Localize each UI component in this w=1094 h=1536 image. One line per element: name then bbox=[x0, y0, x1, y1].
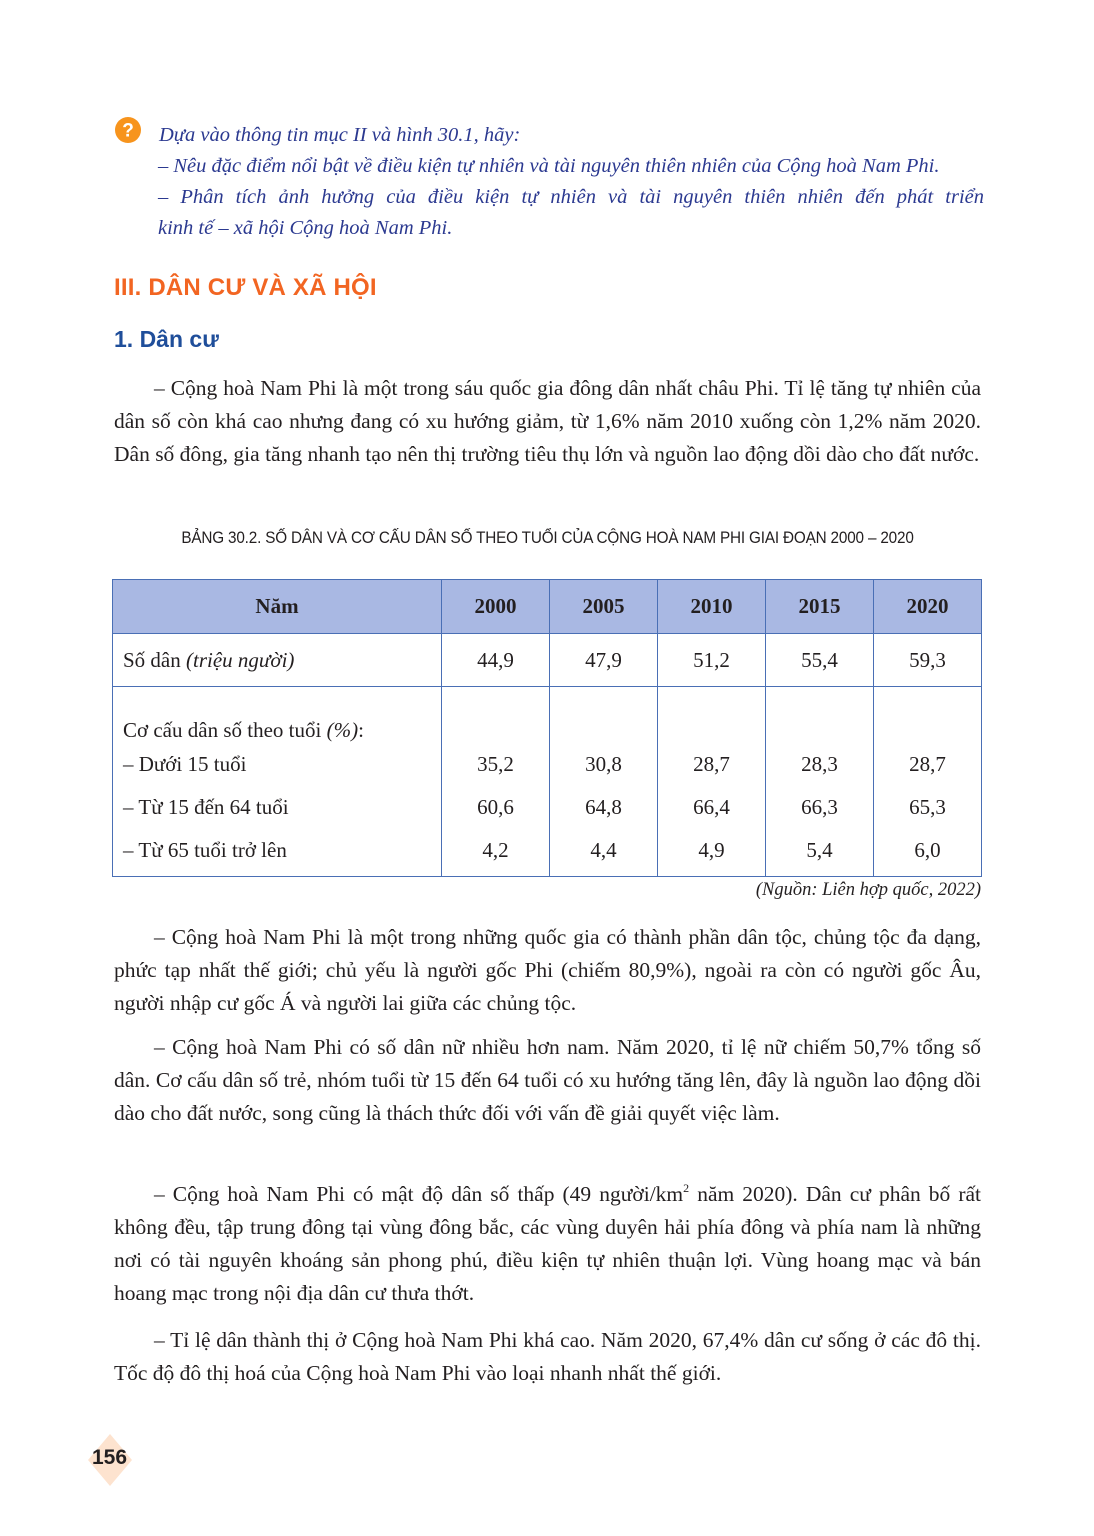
sub-heading: 1. Dân cư bbox=[114, 326, 219, 352]
paragraph-gender-age: – Cộng hoà Nam Phi có số dân nữ nhiều hơn nam. Năm 2020, tỉ lệ nữ chiếm 50,7% tổng số dân. Cơ cấu dân số trẻ, nhóm tuổi từ 15 đến 64 tuổi có xu hướng tăng lên, đây là nguồn lao động dồi dào cho đất nước, song cũng là thách thức đối với vấn đề giải quyết việc làm. bbox=[114, 1035, 981, 1125]
table-cell: 64,8 bbox=[550, 786, 658, 829]
table-header-row bbox=[113, 580, 982, 634]
table-row bbox=[113, 829, 982, 877]
question-item: kinh tế – xã hội Cộng hoà Nam Phi. bbox=[158, 217, 453, 239]
table-cell: 60,6 bbox=[442, 786, 550, 829]
table-cell: 28,3 bbox=[766, 743, 874, 786]
row-label: Số dân (triệu người) bbox=[113, 634, 442, 687]
table-header-year: 2015 bbox=[766, 580, 874, 634]
table-cell: 4,9 bbox=[658, 829, 766, 877]
paragraph-population-growth: – Cộng hoà Nam Phi là một trong sáu quốc gia đông dân nhất châu Phi. Tỉ lệ tăng tự nhiên của dân số còn khá cao nhưng đang có xu hướng giảm, từ 1,6% năm 2010 xuống còn 1,2% năm 2020. Dân số đông, gia tăng nhanh tạo nên thị trường tiêu thụ lớn và nguồn lao động dồi dào cho đất nước. bbox=[114, 376, 981, 466]
table-cell: 30,8 bbox=[550, 743, 658, 786]
table-header-year: 2010 bbox=[658, 580, 766, 634]
question-item: – Nêu đặc điểm nổi bật về điều kiện tự nhiên và tài nguyên thiên nhiên của Cộng hoà Nam Phi. bbox=[158, 155, 940, 177]
paragraph-ethnicity: – Cộng hoà Nam Phi là một trong những quốc gia có thành phần dân tộc, chủng tộc đa dạng, phức tạp nhất thế giới; chủ yếu là người gốc Phi (chiếm 80,9%), ngoài ra còn có người gốc Âu, người nhập cư gốc Á và người lai giữa các chủng tộc. bbox=[114, 925, 981, 1015]
population-table bbox=[112, 579, 982, 877]
table-cell: 28,7 bbox=[658, 743, 766, 786]
row-label: – Từ 65 tuổi trở lên bbox=[113, 829, 442, 877]
page-number-badge bbox=[88, 1432, 136, 1488]
table-cell: 44,9 bbox=[442, 634, 550, 687]
table-cell: 66,3 bbox=[766, 786, 874, 829]
section-heading: III. DÂN CƯ VÀ XÃ HỘI bbox=[114, 274, 377, 301]
row-label: – Từ 15 đến 64 tuổi bbox=[113, 786, 442, 829]
question-intro: Dựa vào thông tin mục II và hình 30.1, hãy: bbox=[159, 124, 521, 146]
paragraph-urbanization: – Tỉ lệ dân thành thị ở Cộng hoà Nam Phi khá cao. Năm 2020, 67,4% dân cư sống ở các đô thị. Tốc độ đô thị hoá của Cộng hoà Nam Phi vào loại nhanh nhất thế giới. bbox=[114, 1328, 981, 1385]
table-header-year: 2000 bbox=[442, 580, 550, 634]
table-cell: 4,4 bbox=[550, 829, 658, 877]
paragraph-density: – Cộng hoà Nam Phi có mật độ dân số thấp (49 người/$km^2$ năm 2020). Dân cư phân bố rất không đều, tập trung đông tại vùng đông bắc, các vùng duyên hải phía đông và phía nam là những nơi có tài nguyên khoáng sản phong phú, điều kiện tự nhiên thuận lợi. Vùng hoang mạc và bán hoang mạc trong nội địa dân cư thưa thớt. bbox=[114, 1180, 981, 1305]
page-number: 156 bbox=[92, 1446, 128, 1469]
table-cell: 4,2 bbox=[442, 829, 550, 877]
table-row bbox=[113, 687, 982, 744]
table-cell: 66,4 bbox=[658, 786, 766, 829]
table-cell: 59,3 bbox=[874, 634, 982, 687]
question-circle-icon bbox=[114, 116, 142, 144]
table-caption: BẢNG 30.2. SỐ DÂN VÀ CƠ CẤU DÂN SỐ THEO TUỔI CỦA CỘNG HOÀ NAM PHI GIAI ĐOẠN 2000 – 2020 bbox=[181, 528, 914, 547]
table-row bbox=[113, 634, 982, 687]
table-source: (Nguồn: Liên hợp quốc, 2022) bbox=[755, 880, 981, 900]
question-item: – Phân tích ảnh hưởng của điều kiện tự nhiên và tài nguyên thiên nhiên đến phát triển bbox=[158, 186, 984, 208]
table-cell: 51,2 bbox=[658, 634, 766, 687]
table-row bbox=[113, 743, 982, 786]
row-label: – Dưới 15 tuổi bbox=[113, 743, 442, 786]
table-header-year-label: Năm bbox=[113, 580, 442, 634]
table-row bbox=[113, 786, 982, 829]
table-cell: 5,4 bbox=[766, 829, 874, 877]
question-block bbox=[114, 116, 984, 244]
row-label: Cơ cấu dân số theo tuổi (%): bbox=[113, 687, 442, 744]
table-cell: 65,3 bbox=[874, 786, 982, 829]
svg-text:?: ? bbox=[122, 120, 134, 142]
table-cell: 35,2 bbox=[442, 743, 550, 786]
table-header-year: 2020 bbox=[874, 580, 982, 634]
table-cell: 6,0 bbox=[874, 829, 982, 877]
table-header-year: 2005 bbox=[550, 580, 658, 634]
table-cell: 28,7 bbox=[874, 743, 982, 786]
table-cell: 55,4 bbox=[766, 634, 874, 687]
table-cell: 47,9 bbox=[550, 634, 658, 687]
